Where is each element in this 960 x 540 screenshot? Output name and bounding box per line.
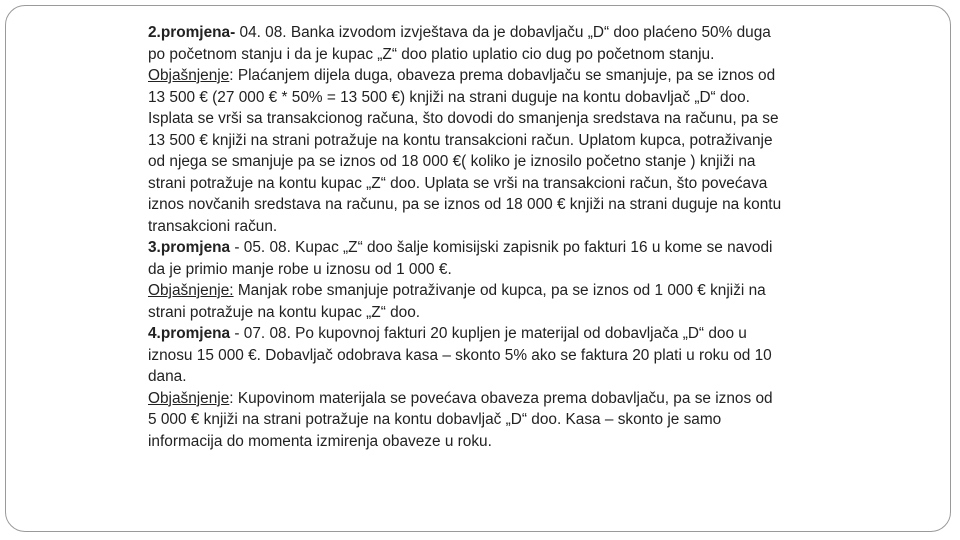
objasnjenje-1-line-1 <box>148 65 908 87</box>
promjena-2-line-1 <box>148 22 908 44</box>
objasnjenje-3-text: : Kupovinom materijala se povećava obaveza prema dobavljaču, pa se iznos od <box>229 389 773 407</box>
objasnjenje-2-text: Manjak robe smanjuje potraživanje od kupca, pa se iznos od 1 000 € knjiži na <box>233 282 766 299</box>
objasnjenje-1-line-5: od njega se smanjuje pa se iznos od 18 000 €( koliko je iznosilo početno stanje ) knjiži na <box>148 153 756 170</box>
objasnjenje-1-line-2: 13 500 € (27 000 € * 50% = 13 500 €) knjiži na strani duguje na kontu dobavljač „D“ doo. <box>148 88 750 106</box>
objasnjenje-1-line-7: iznos novčanih sredstava na računu, pa se iznos od 18 000 € knjiži na strani duguje na kontu <box>148 196 782 213</box>
promjena-4-line-2: iznosu 15 000 €. Dobavljač odobrava kasa – skonto 5% ako se faktura 20 plati u roku od 10 <box>148 346 772 364</box>
promjena-2-heading: 2.promjena- <box>148 24 236 41</box>
promjena-2-line-2: po početnom stanju i da je kupac „Z“ doo platio uplatio cio dug po početnom stanju. <box>148 45 715 63</box>
objasnjenje-3-line-2: 5 000 € knjiži na strani potražuje na kontu dobavljač „D“ doo. Kasa – skonto je samo <box>148 411 722 428</box>
promjena-4-heading: 4.promjena <box>148 325 231 342</box>
promjena-4-line-1 <box>148 323 908 345</box>
promjena-3-line-1 <box>148 237 908 259</box>
promjena-3-heading: 3.promjena <box>148 239 231 256</box>
objasnjenje-2-label: Objašnjenje: <box>148 282 234 299</box>
objasnjenje-1-line-8: transakcioni račun. <box>148 217 278 235</box>
objasnjenje-1-line-6: strani potražuje na kontu kupac „Z“ doo. Uplata se vrši na transakcioni račun, što povećava <box>148 174 768 192</box>
promjena-2-text: 04. 08. Banka izvodom izvještava da je dobavljaču „D“ doo plaćeno 50% duga <box>235 24 771 41</box>
objasnjenje-1-line-3: Isplata se vrši sa transakcionog računa, što dovodi do smanjenja sredstava na računu, pa se <box>148 110 779 127</box>
objasnjenje-3-label: Objašnjenje <box>148 389 230 407</box>
objasnjenje-1-line-4: 13 500 € knjiži na strani potražuje na kontu transakcioni račun. Uplatom kupca, potraživanje <box>148 131 773 149</box>
slide-text-body <box>148 22 908 452</box>
promjena-4-text: - 07. 08. Po kupovnoj fakturi 20 kupljen je materijal od dobavljača „D“ doo u <box>230 325 747 342</box>
objasnjenje-2-line-1 <box>148 280 908 302</box>
objasnjenje-3-line-3: informacija do momenta izmirenja obaveze u roku. <box>148 432 492 450</box>
objasnjenje-3-line-1 <box>148 388 908 410</box>
promjena-3-text: - 05. 08. Kupac „Z“ doo šalje komisijski zapisnik po fakturi 16 u kome se navodi <box>230 239 773 256</box>
promjena-3-line-2: da je primio manje robe u iznosu od 1 000 €. <box>148 260 452 278</box>
objasnjenje-1-label: Objašnjenje <box>148 67 230 84</box>
promjena-4-line-3: dana. <box>148 368 187 385</box>
objasnjenje-1-text: : Plaćanjem dijela duga, obaveza prema dobavljaču se smanjuje, pa se iznos od <box>229 67 776 84</box>
objasnjenje-2-line-2: strani potražuje na kontu kupac „Z“ doo. <box>148 303 421 321</box>
